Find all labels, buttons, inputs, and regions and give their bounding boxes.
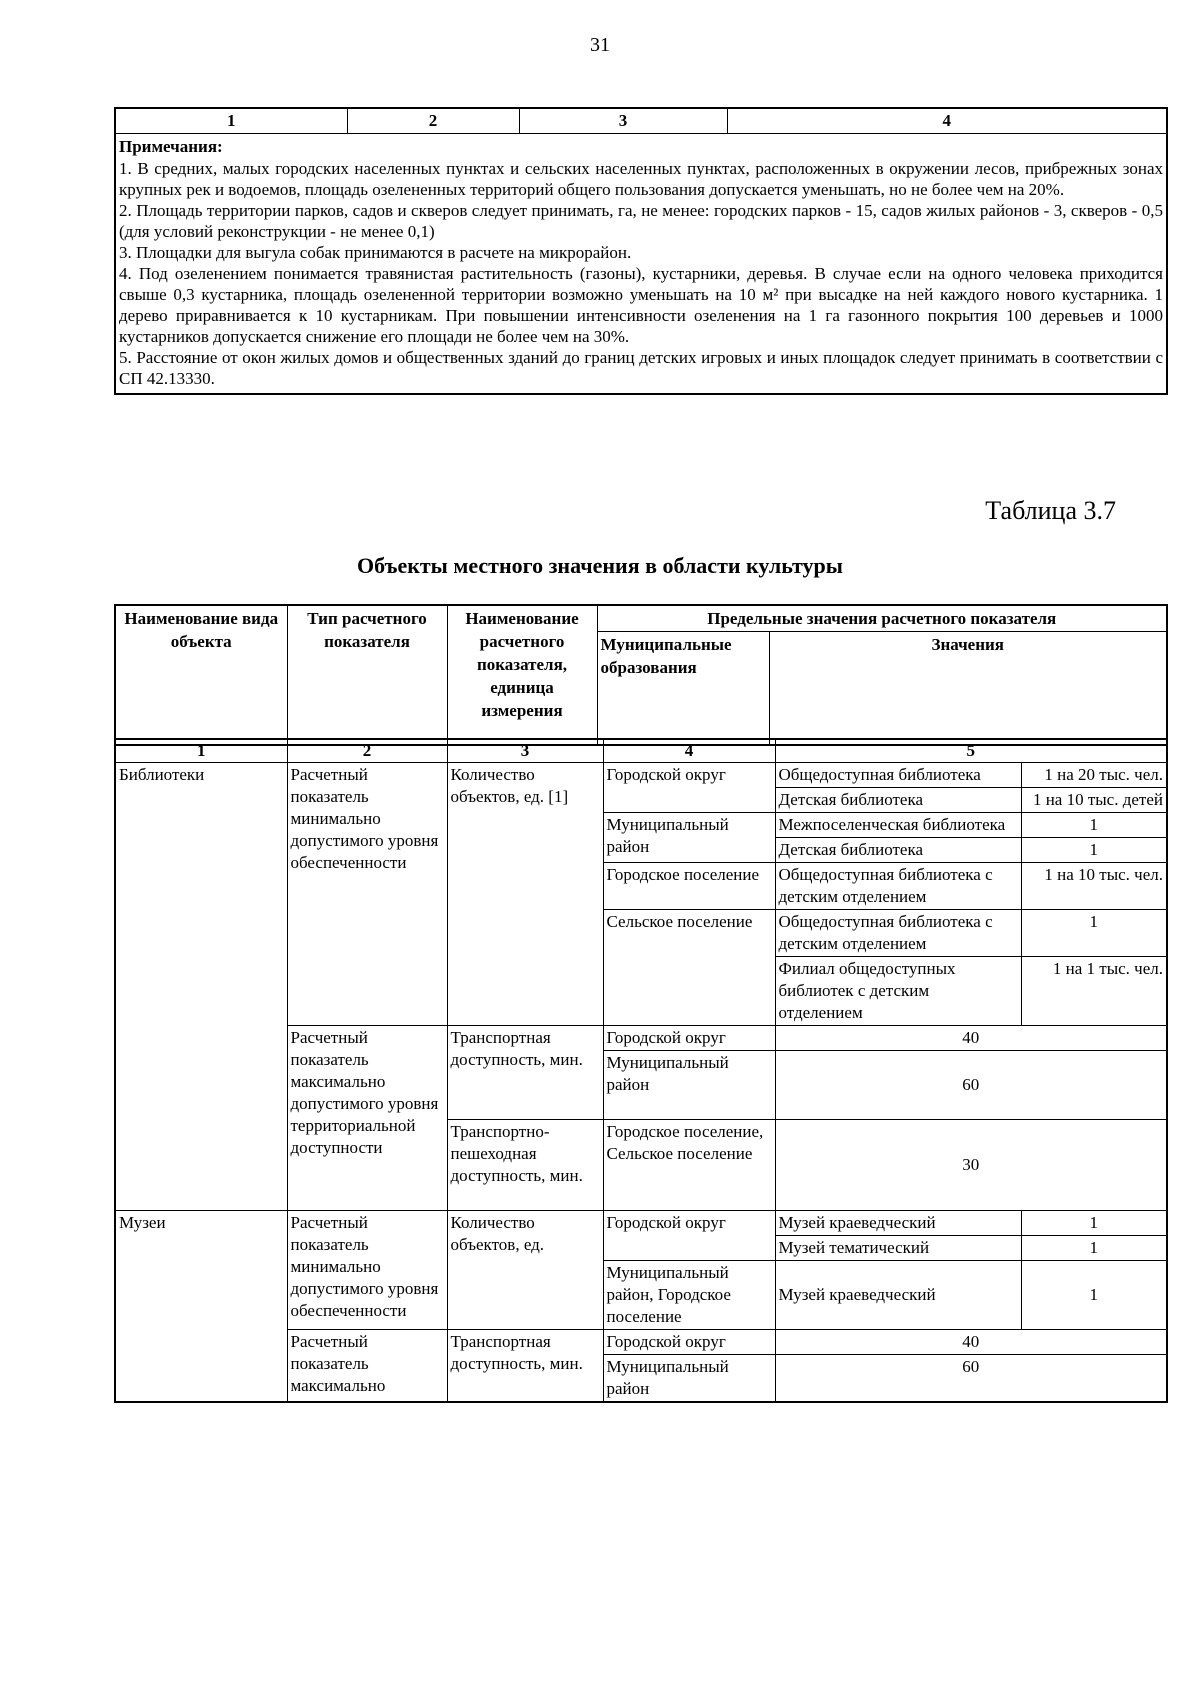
value: 1	[1021, 813, 1167, 838]
municipality: Муниципальный район, Городское поселение	[603, 1261, 775, 1330]
table-number: Таблица 3.7	[985, 496, 1116, 525]
object-kind: Общедоступная библиотека	[775, 763, 1021, 788]
object-kind: Детская библиотека	[775, 838, 1021, 863]
indicator-type: Расчетный показатель минимально допустимого уровня обеспеченности	[287, 1211, 447, 1330]
object-kind: Общедоступная библиотека с детским отделением	[775, 863, 1021, 910]
col-number-2: 2	[287, 739, 447, 763]
indicator-type: Расчетный показатель максимально	[287, 1330, 447, 1403]
indicator-name: Количество объектов, ед. [1]	[447, 763, 603, 1026]
notes-title: Примечания:	[119, 137, 223, 156]
column-numbers-row	[115, 739, 1167, 763]
col-number-1: 1	[115, 739, 287, 763]
notes-body	[115, 134, 1167, 395]
col-number-5: 5	[775, 739, 1167, 763]
indicator-name: Транспортно-пешеходная доступность, мин.	[447, 1120, 603, 1211]
notes-col-4: 4	[727, 108, 1167, 134]
municipality: Сельское поселение	[603, 910, 775, 1026]
note-3: 3. Площадки для выгула собак принимаются в расчете на микрорайон.	[119, 243, 632, 262]
notes-col-2: 2	[347, 108, 519, 134]
object-type-museums: Музеи	[115, 1211, 287, 1403]
table-title: Объекты местного значения в области культуры	[357, 553, 843, 578]
header-group: Предельные значения расчетного показателя	[597, 605, 1167, 632]
value: 1	[1021, 838, 1167, 863]
municipality: Муниципальный район	[603, 1051, 775, 1120]
object-kind: Общедоступная библиотека с детским отделением	[775, 910, 1021, 957]
object-kind: Детская библиотека	[775, 788, 1021, 813]
value: 60	[775, 1051, 1167, 1120]
note-4: 4. Под озеленением понимается травянистая растительность (газоны), кустарники, деревья. В случае если на одного человека приходится свыше 0,3 кустарника, площадь озелененной территории возможно уменьшать на 10 м² при высадке на ней каждого нового кустарника. 1 дерево приравнивается к 10 кустарникам. При повышении интенсивности озеленения на 1 га газонного покрытия 100 деревьев и 1000 кустарников допускается снижение его площади не более чем на 30%.	[119, 264, 1163, 346]
value: 40	[775, 1330, 1167, 1355]
object-type-libraries: Библиотеки	[115, 763, 287, 1211]
value: 1 на 10 тыс. чел.	[1021, 863, 1167, 910]
indicator-name: Количество объектов, ед.	[447, 1211, 603, 1330]
municipality: Городской округ	[603, 1026, 775, 1051]
header-col-4: Муниципальные образования	[597, 632, 769, 746]
municipality: Городской округ	[603, 763, 775, 813]
value: 1	[1021, 1236, 1167, 1261]
note-2: 2. Площадь территории парков, садов и скверов следует принимать, га, не менее: городских парков - 15, садов жилых районов - 3, скверов - 0,5 (для условий реконструкции - не менее 0,1)	[119, 201, 1163, 241]
value: 1	[1021, 910, 1167, 957]
value: 1	[1021, 1211, 1167, 1236]
indicator-name: Транспортная доступность, мин.	[447, 1330, 603, 1403]
header-col-2: Тип расчетного показателя	[287, 605, 447, 745]
header-col-3: Наименование расчетного показателя, единица измерения	[447, 605, 597, 745]
table-row	[115, 763, 1167, 788]
notes-col-3: 3	[519, 108, 727, 134]
value: 30	[775, 1120, 1167, 1211]
note-5: 5. Расстояние от окон жилых домов и общественных зданий до границ детских игровых и иных площадок следует принимать в соответствии с СП 42.13330.	[119, 348, 1163, 388]
value: 40	[775, 1026, 1167, 1051]
header-table	[114, 604, 1168, 746]
value: 1 на 20 тыс. чел.	[1021, 763, 1167, 788]
indicator-type: Расчетный показатель минимально допустимого уровня обеспеченности	[287, 763, 447, 1026]
value: 1	[1021, 1261, 1167, 1330]
notes-col-1: 1	[115, 108, 347, 134]
value: 1 на 10 тыс. детей	[1021, 788, 1167, 813]
object-kind: Филиал общедоступных библиотек с детским отделением	[775, 957, 1021, 1026]
indicator-name: Транспортная доступность, мин.	[447, 1026, 603, 1120]
value: 60	[775, 1355, 1167, 1403]
object-kind: Музей тематический	[775, 1236, 1021, 1261]
indicator-type: Расчетный показатель максимально допустимого уровня территориальной доступности	[287, 1026, 447, 1211]
object-kind: Музей краеведческий	[775, 1261, 1021, 1330]
municipality: Муниципальный район	[603, 1355, 775, 1403]
municipality: Городской округ	[603, 1211, 775, 1261]
municipality: Муниципальный район	[603, 813, 775, 863]
notes-table	[114, 107, 1168, 395]
note-1: 1. В средних, малых городских населенных пунктах и сельских населенных пунктах, расположенных в окружении лесов, прибрежных зонах крупных рек и водоемов, площадь озелененных территорий общего пользования допускается уменьшать, но не более чем на 20%.	[119, 159, 1163, 199]
header-col-5: Значения	[769, 632, 1167, 746]
col-number-4: 4	[603, 739, 775, 763]
object-kind: Музей краеведческий	[775, 1211, 1021, 1236]
municipality: Городское поселение	[603, 863, 775, 910]
municipality: Городское поселение, Сельское поселение	[603, 1120, 775, 1211]
header-col-1: Наименование вида объекта	[115, 605, 287, 745]
municipality: Городской округ	[603, 1330, 775, 1355]
notes-body-row	[115, 134, 1167, 395]
notes-header-row	[115, 108, 1167, 134]
col-number-3: 3	[447, 739, 603, 763]
value: 1 на 1 тыс. чел.	[1021, 957, 1167, 1026]
table-row	[115, 1211, 1167, 1236]
page-number: 31	[590, 34, 610, 56]
main-table	[114, 738, 1168, 1403]
object-kind: Межпоселенческая библиотека	[775, 813, 1021, 838]
